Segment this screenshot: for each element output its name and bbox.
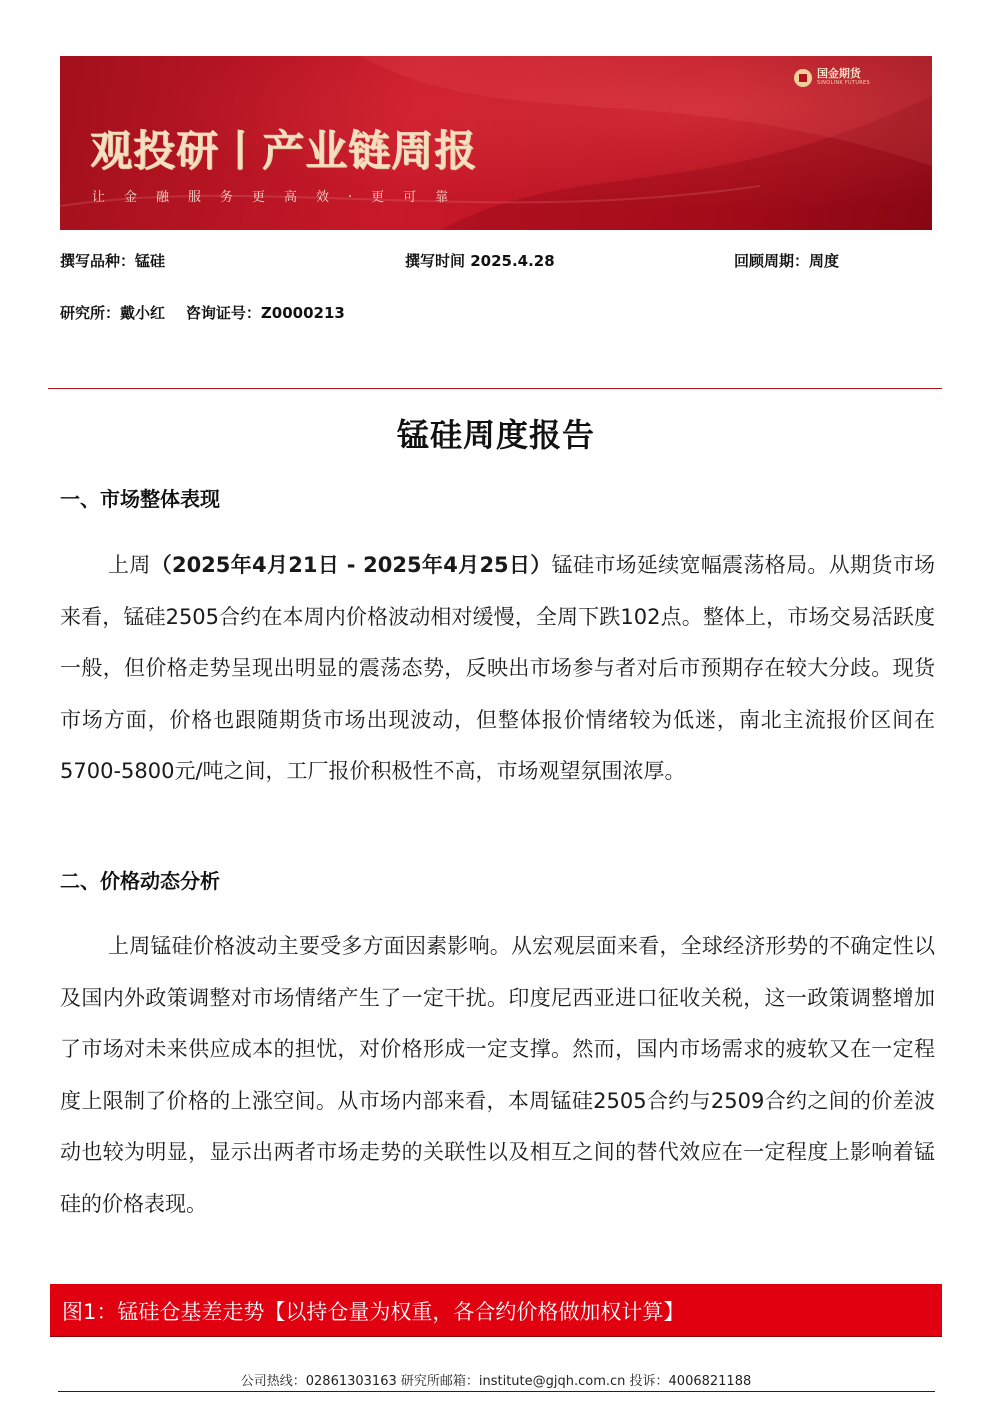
paragraph-date-range: （2025年4月21日 - 2025年4月25日） (150, 553, 552, 577)
company-logo (794, 68, 870, 87)
banner-slogan: 让金融服务更高效·更可靠 (92, 190, 468, 205)
coin-logo-icon (794, 69, 812, 87)
figure-caption-bar (50, 1284, 942, 1337)
paragraph-lead: 上周 (108, 553, 151, 577)
report-title: 锰硅周度报告 (396, 416, 595, 454)
figure-caption: 图1：锰硅仓基差走势【以持仓量为权重，各合约价格做加权计算】 (62, 1300, 685, 1324)
meta-period: 回顾周期：周度 (734, 252, 840, 270)
meta-variety: 撰写品种：锰硅 (60, 252, 166, 270)
header-banner (60, 56, 932, 230)
footer-contact: 公司热线：02861303163 研究所邮箱：institute@gjqh.com.cn 投诉：4006821188 (240, 1374, 752, 1389)
section-heading-2: 二、价格动态分析 (60, 869, 220, 893)
section-heading-1: 一、市场整体表现 (60, 487, 220, 511)
paragraph-body: 锰硅市场延续宽幅震荡格局。从期货市场来看，锰硅2505合约在本周内价格波动相对缓慢，全周下跌102点。整体上，市场交易活跃度一般，但价格走势呈现出明显的震荡态势，反映出市场参与者对后市预期存在较大分歧。现货市场方面，价格也跟随期货市场出现波动，但整体报价情绪较为低迷，南北主流报价区间在5700-5800元/吨之间，工厂报价积极性不高，市场观望氛围浓厚。 (60, 553, 936, 783)
logo-name-en: SINOLINK FUTURES (816, 80, 870, 86)
section-paragraph-2: 上周锰硅价格波动主要受多方面因素影响。从宏观层面来看，全球经济形势的不确定性以及国内外政策调整对市场情绪产生了一定干扰。印度尼西亚进口征收关税，这一政策调整增加了市场对未来供应成本的担忧，对价格形成一定支撑。然而，国内市场需求的疲软又在一定程度上限制了价格的上涨空间。从市场内部来看，本周锰硅2505合约与2509合约之间的价差波动也较为明显，显示出两者市场走势的关联性以及相互之间的替代效应在一定程度上影响着锰硅的价格表现。 (60, 934, 935, 1216)
banner-title: 观投研丨产业链周报 (90, 126, 478, 175)
meta-date: 撰写时间 2025.4.28 (405, 252, 555, 270)
section-paragraph-1 (60, 540, 935, 798)
footer-divider (58, 1391, 935, 1392)
meta-author: 研究所：戴小红 咨询证号：Z0000213 (60, 304, 345, 322)
logo-name-cn: 国金期货 (816, 67, 861, 80)
header-divider (48, 388, 942, 389)
